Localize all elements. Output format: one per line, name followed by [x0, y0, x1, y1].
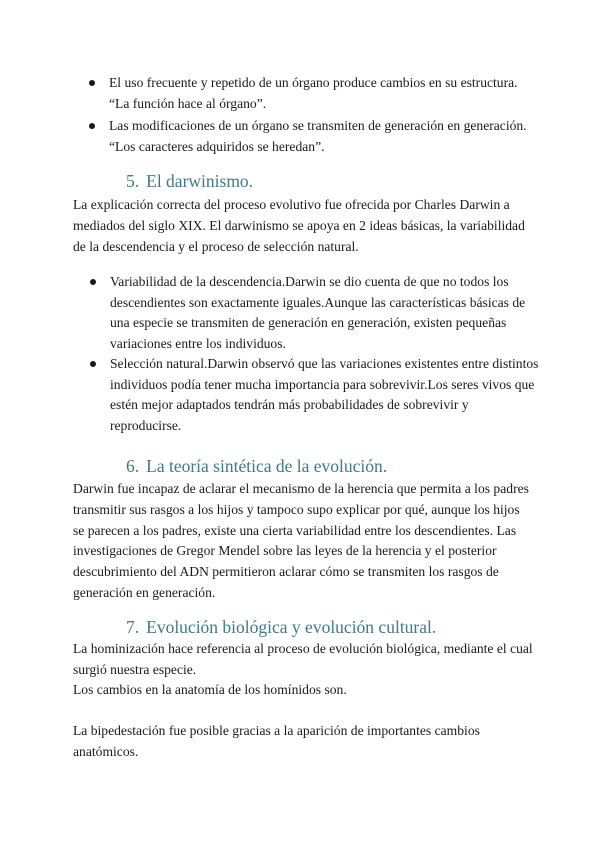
bullet-dot-icon — [89, 123, 95, 129]
bullet-text: Las modificaciones de un órgano se transmiten de generación en generación. — [109, 118, 527, 133]
list-item — [110, 354, 542, 436]
section-title: Evolución biológica y evolución cultural. — [146, 617, 437, 637]
section-title: La teoría sintética de la evolución. — [146, 456, 388, 476]
teoria-sintetica-paragraph: Darwin fue incapaz de aclarar el mecanismo de la herencia que permita a los padres transmitir sus rasgos a los hijos y tampoco supo explicar por qué, aunque los hijos se parecen a los padres, existe una cierta variabilidad entre los descendientes. Las investigaciones de Gregor Mendel sobre las leyes de la herencia y el posterior descubrimiento del ADN permitieron aclarar cómo se transmiten los rasgos de generación en generación. — [73, 481, 529, 600]
bullet-quote: “La función hace al órgano”. — [109, 95, 267, 111]
bullet-dot-icon — [90, 361, 96, 367]
darwinismo-paragraph: La explicación correcta del proceso evolutivo fue ofrecida por Charles Darwin a mediados del siglo XIX. El darwinismo se apoya en 2 ideas básicas, la variabilidad de la descendencia y el proceso de selección natural. — [73, 197, 525, 254]
bullet-text: Variabilidad de la descendencia.Darwin se dio cuenta de que no todos los descendientes son exactamente iguales.Aunque las características básicas de una especie se transmiten de generación en generación, existen pequeñas variaciones entre los individuos. — [110, 274, 526, 351]
bipedestacion-paragraph: La bipedestación fue posible gracias a la aparición de importantes cambios anatómicos. — [73, 723, 480, 759]
section-number: 5. — [126, 171, 140, 191]
lamarck-bullet-list — [109, 73, 569, 157]
section-heading-teoria-sintetica — [126, 455, 387, 477]
bullet-text: Selección natural.Darwin observó que las variaciones existentes entre distintos individuos podía tener mucha importancia para sobrevivir.Los seres vivos que estén mejor adaptados tendrán más probabilidades de sobrevivir y reproducirse. — [110, 356, 539, 433]
bullet-dot-icon — [90, 279, 96, 285]
hominizacion-paragraph: La hominización hace referencia al proceso de evolución biológica, mediante el cual surgió nuestra especie. — [73, 641, 533, 677]
list-item — [109, 116, 569, 157]
anatomia-paragraph: Los cambios en la anatomía de los homínidos son. — [73, 682, 347, 697]
list-item — [110, 272, 542, 354]
bullet-dot-icon — [89, 80, 95, 86]
section-heading-darwinismo — [126, 170, 253, 192]
section-title: El darwinismo. — [146, 171, 254, 191]
bullet-text: El uso frecuente y repetido de un órgano produce cambios en su estructura. — [109, 75, 518, 90]
bullet-quote: “Los caracteres adquiridos se heredan”. — [109, 138, 325, 154]
darwin-bullet-list — [110, 272, 542, 436]
list-item — [109, 73, 569, 114]
section-number: 6. — [126, 456, 140, 476]
section-number: 7. — [126, 617, 140, 637]
section-heading-evolucion-cultural — [126, 616, 436, 638]
